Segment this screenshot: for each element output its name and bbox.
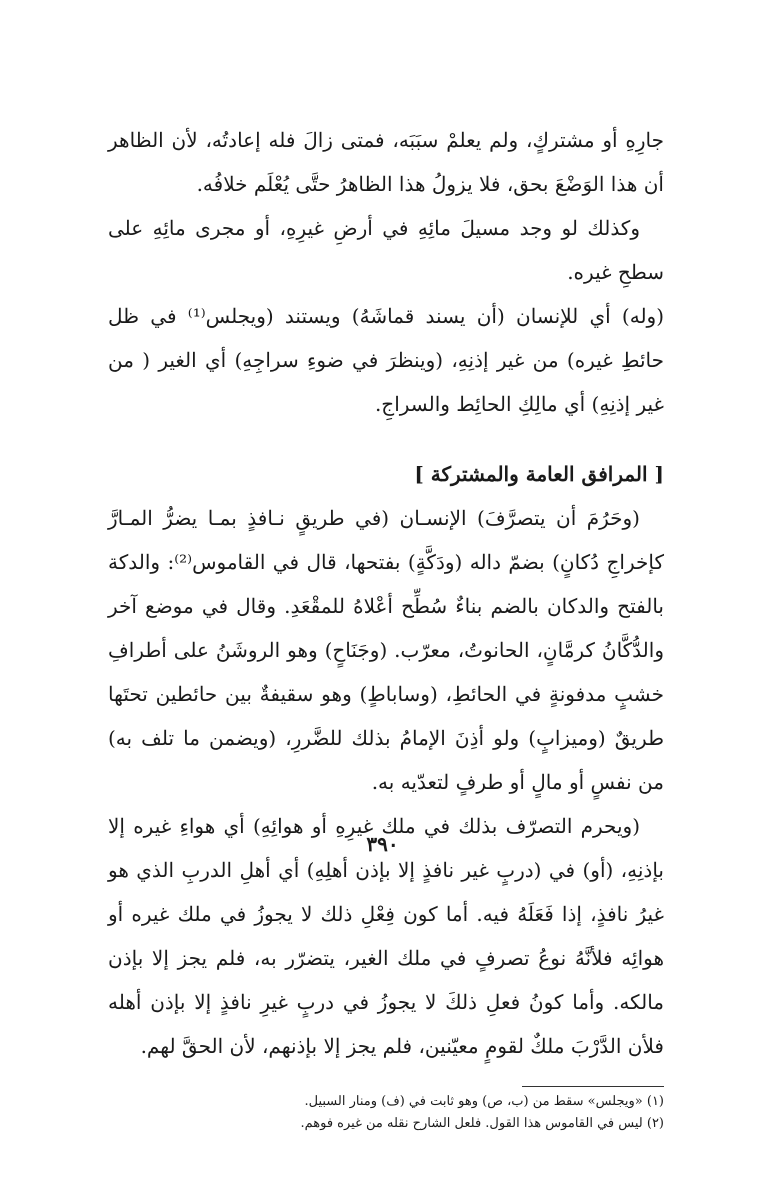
footnote-divider [522,1086,664,1087]
paragraph-1: جارِهِ أو مشتركٍ، ولم يعلمْ سبَبَه، فمتى زالَ فله إعادتُه، لأن الظاهر أن هذا الوَضْعَ بحق، فلا يزولُ هذا الظاهرُ حتَّى يُعْلَم خلافُه. [108,128,664,196]
section-heading: [ المرافق العامة والمشتركة ] [414,462,664,486]
page-number: ٣٩٠ [366,832,399,856]
footnote-1: (١) «ويجلس» سقط من (ب، ص) وهو ثابت في (ف) ومنار السبيل. [304,1094,664,1109]
paragraph-3: (وله) أي للإنسان (أن يسند قماشَهُ) ويستند (ويجلس⁽¹⁾ في ظل حائطِ غيره) من غير إذنِهِ، (وينظرَ في ضوءِ سراجِهِ) أي الغير ( من غير إذنِهِ) أي مالِكِ الحائِط والسراجِ. [108,304,664,416]
footnotes [108,1091,664,1135]
footnote-2: (٢) ليس في القاموس هذا القول. فلعل الشارح نقله من غيره فوهم. [300,1116,664,1131]
paragraph-5: (ويحرم التصرّف بذلك في ملك غيرِهِ أو هوائِهِ) أي هواءِ غيره إلا بإذنِهِ، (أو) في (دربٍ غير نافذٍ إلا بإذن أهلِهِ) أي أهلِ الدربِ الذي هو غيرُ نافذٍ، إذا فَعَلَهُ فيه. أما كون فِعْلِ ذلك لا يجوزُ في ملك غيره أو هوائِه فلأنَّهُ نوعُ تصرفٍ في ملك الغير، يتضرّر به، فلم يجز إلا بإذن مالكه. وأما كونُ فعلِ ذلكَ لا يجوزُ في دربٍ غيرِ نافذٍ إلا بإذن أهله فلأن الدَّرْبَ ملكٌ لقومٍ معيّنين، فلم يجز إلا بإذنهم، لأن الحقَّ لهم. [108,814,664,1058]
page-body [108,118,664,1135]
paragraph-2: وكذلك لو وجد مسيلَ مائِهِ في أرضِ غيرِهِ، أو مجرى مائِهِ على سطحِ غيره. [108,216,664,284]
paragraph-4: (وحَرُمَ أن يتصرَّفَ) الإنسـان (في طريقٍ نـافذٍ بمـا يضرُّ المـارَّ كإخراجِ دُكانٍ) بضمّ داله (ودَكَّةٍ) بفتحها، قال في القاموس⁽²⁾: والدكة بالفتح والدكان بالضم بناءٌ سُطِّح أعْلاهُ للمقْعَدِ. وقال في موضع آخر والدُّكَّانُ كرمَّانٍ، الحانوتُ، معرّب. (وجَنَاحٍ) وهو الروشَنُ على أطرافِ خشبٍ مدفونةٍ في الحائطِ، (وساباطٍ) وهو سقيفةٌ بين حائطين تحتَها طريقٌ (وميزابٍ) ولو أذِنَ الإمامُ بذلك للضَّررِ، (ويضمن ما تلف به) من نفسٍ أو مالٍ أو طرفٍ لتعدّيه به. [108,506,664,794]
